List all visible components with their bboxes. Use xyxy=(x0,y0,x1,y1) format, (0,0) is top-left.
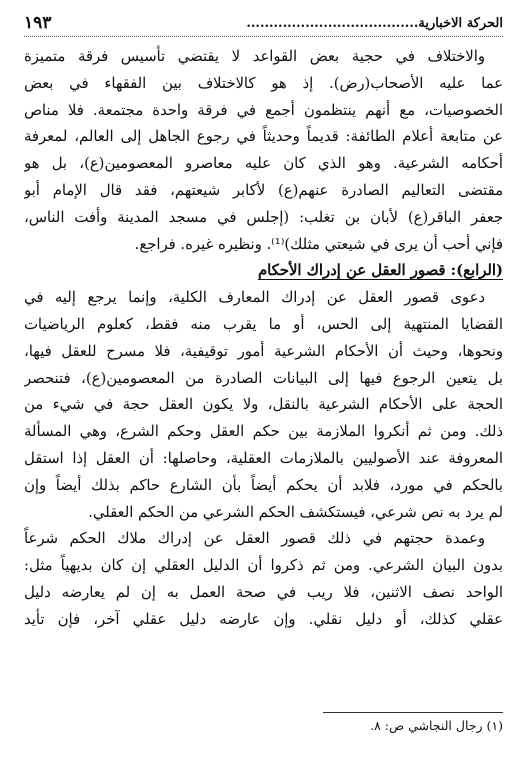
text-line: عقلي كذلك، أو دليل نقلي. وإن عارضه دليل عقلي آخر، فإن تأيد xyxy=(24,610,503,628)
section-heading: (الرابع): قصور العقل عن إدراك الأحكام xyxy=(257,262,503,280)
footnote-divider xyxy=(323,712,503,713)
text-line: مقتضى التعاليم الصادرة عنهم(ع) لأكابر شيعتهم، فقد قال الإمام أبو xyxy=(24,181,503,199)
text-line: أحكامه الشرعية. وهو الذي كان عليه معاصرو المعصومين(ع)، بل هو xyxy=(24,155,503,173)
page-header xyxy=(24,10,503,37)
text-line: القضايا المنتهية إلى الحس، أو ما يقرب منه فقط، كعلوم الرياضيات xyxy=(24,315,503,333)
body-text xyxy=(24,44,503,634)
text-line: بدون البيان الشرعي. ومن ثم ذكروا أن الدليل العقلي إن كان بديهياً مثل: xyxy=(24,557,503,575)
text-line: جعفر الباقر(ع) لأبان بن تغلب: (إجلس في مسجد المدينة وأفت الناس، xyxy=(24,208,503,226)
running-title: الحركة الاخبارية...................................... xyxy=(246,15,503,31)
text-line: ونحوها، وحيث أن الأحكام الشرعية أمور توقيفية، فلا مسرح للعقل فيها، xyxy=(24,342,503,360)
text-line: وعمدة حجتهم في ذلك قصور العقل عن إدراك ملاك الحكم شرعاً xyxy=(24,530,485,548)
text-line: لم يرد به نص شرعي، فيستكشف الحكم الشرعي من الحكم العقلي. xyxy=(88,503,503,521)
text-line: المعروفة عند الأصوليين بالملازمات العقلية، وحاصلها: أن العقل إذا استقل xyxy=(24,449,503,467)
text-line: عما عليه الأصحاب(رض). إذ هو كالاختلاف بين الفقهاء في بعض xyxy=(24,74,503,92)
text-line: فإني أحب أن يرى في شيعتي مثلك)⁽¹⁾. ونظيره غيره. فراجع. xyxy=(134,235,503,253)
text-line: بل يتعين الرجوع فيها إلى البيانات الصادرة من المعصومين(ع)، فتنحصر xyxy=(24,369,503,387)
text-line: الواحد نصف الاثنين، فلا ريب في صحة العمل به إن لم يعارضه دليل xyxy=(24,583,503,601)
footnote: (١) رجال النجاشي ص: ٨. xyxy=(370,718,503,733)
section-heading-line xyxy=(24,258,503,285)
text-line: والاختلاف في حجية بعض القواعد لا يقتضي تأسيس فرقة متميزة xyxy=(24,48,485,65)
text-line: عن متابعة أعلام الطائفة: قديماً وحديثاً في رجوع الجاهل إلى العالم، لمعرفة xyxy=(24,128,503,146)
text-line: ذلك. ومن ثم أنكروا الملازمة بين حكم العقل وحكم الشرع، وهي المسألة xyxy=(24,423,503,441)
page-number: ١٩٣ xyxy=(24,13,52,33)
text-line: دعوى قصور العقل عن إدراك المعارف الكلية، وإنما يرجع إليه في xyxy=(24,289,485,307)
text-line: الحجة على الأحكام الشرعية بالنقل، ولا يكون العقل حجة في شيء من xyxy=(24,396,503,414)
text-line: الخصوصيات، مع أنهم ينتظمون أجمع في فرقة واحدة مجتمعة. فلا مناص xyxy=(24,101,503,119)
text-line: بالحكم في مورد، فلابد أن يحكم أيضاً بأن الشارع حاكم بذلك أيضاً وإن xyxy=(24,476,503,494)
